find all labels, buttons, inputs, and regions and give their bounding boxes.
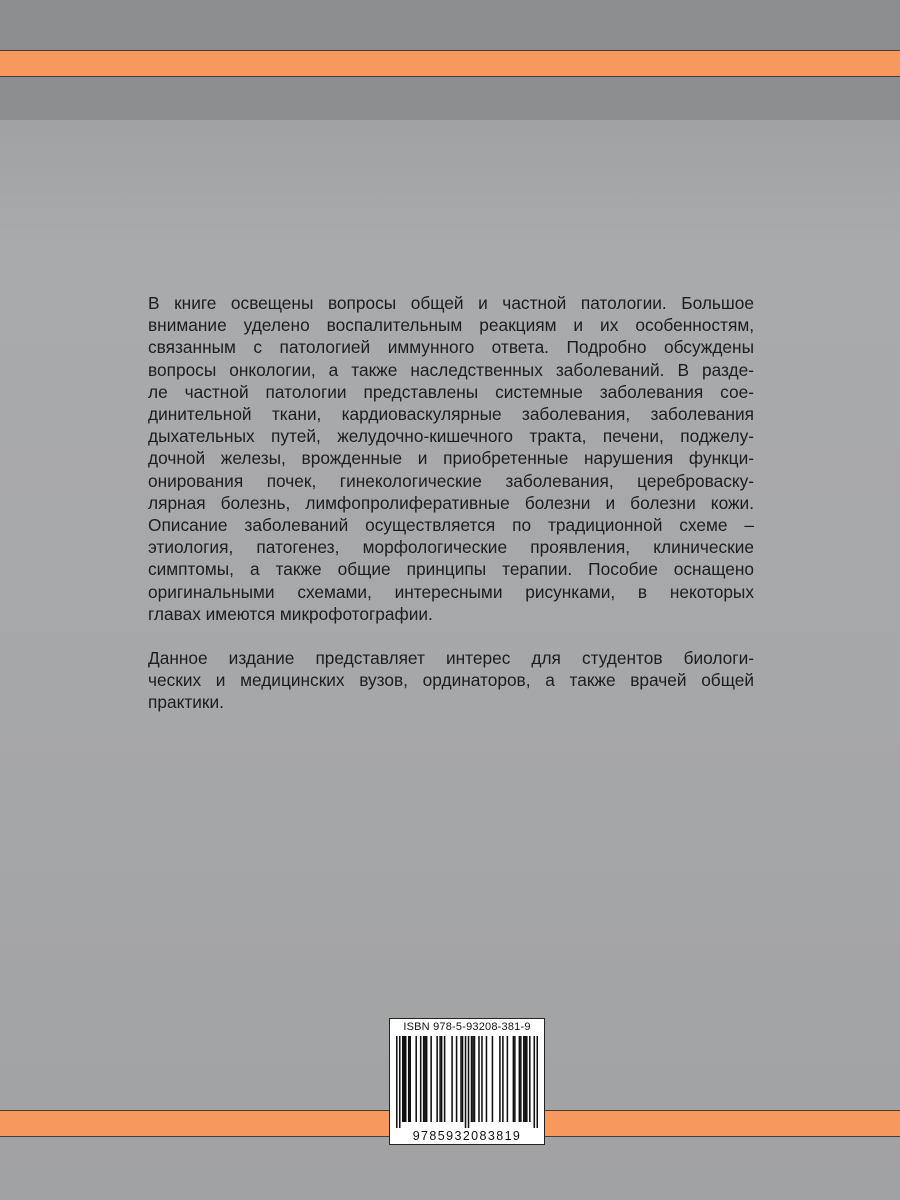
barcode-bar	[514, 1036, 516, 1122]
barcode-bar	[529, 1036, 531, 1122]
text-line: Описание заболеваний осуществляется по традиционной схеме –	[148, 515, 754, 536]
barcode-bar	[430, 1036, 432, 1122]
annotation-paragraph-2	[148, 647, 754, 714]
barcode-bar	[502, 1036, 504, 1122]
text-line: главах имеются микрофотографии.	[148, 603, 433, 624]
text-line: практики.	[148, 692, 224, 713]
barcode-bar	[507, 1036, 509, 1122]
barcode-bar	[396, 1036, 398, 1128]
barcode-bar	[523, 1036, 525, 1122]
barcode-bar	[520, 1036, 522, 1122]
barcode-bar	[426, 1036, 428, 1122]
text-line: ческих и медицинских вузов, ординаторов, а также врачей общей	[148, 670, 754, 691]
barcode-bar	[444, 1036, 446, 1122]
text-line: внимание уделено воспалительным реакциям и их особенностям,	[148, 315, 754, 336]
text-line: вопросы онкологии, а также наследственных заболеваний. В разде-	[148, 359, 754, 380]
barcode-bar	[424, 1036, 426, 1122]
barcode-bar	[402, 1036, 404, 1122]
barcode-bar	[474, 1036, 476, 1122]
barcode-bar	[492, 1036, 494, 1122]
barcode-bar	[526, 1036, 528, 1122]
text-line: динительной ткани, кардиоваскулярные заболевания, заболевания	[148, 404, 754, 425]
text-line: оригинальными схемами, интересными рисунками, в некоторых	[148, 581, 754, 602]
barcode-bar	[486, 1036, 488, 1122]
text-line: этиология, патогенез, морфологические проявления, клинические	[148, 537, 754, 558]
barcode-bar	[456, 1036, 458, 1122]
barcode-bar	[478, 1036, 480, 1122]
barcode-bar	[403, 1036, 405, 1122]
text-line: связанным с патологией иммунного ответа. Подробно обсуждены	[148, 337, 754, 358]
barcode-bar	[471, 1036, 473, 1122]
barcode-bar	[405, 1036, 407, 1122]
barcode-bar	[499, 1036, 501, 1122]
barcode-bar	[481, 1036, 483, 1122]
paragraph-gap	[148, 625, 754, 647]
barcode-bar	[441, 1036, 443, 1122]
barcode-bar	[409, 1036, 411, 1122]
text-line: дыхательных путей, желудочно-кишечного тракта, печени, поджелу-	[148, 426, 754, 447]
barcode-bar	[408, 1036, 410, 1122]
barcode-digits: 9785932083819	[412, 1129, 522, 1143]
barcode-bar	[462, 1036, 464, 1122]
barcode-bar	[436, 1036, 438, 1122]
barcode-bar	[534, 1036, 536, 1128]
barcode-bar	[423, 1036, 425, 1122]
barcode-bar	[537, 1036, 538, 1128]
barcode-bar	[468, 1036, 470, 1128]
barcode-bar	[420, 1036, 422, 1122]
text-line: ле частной патологии представлены системные заболевания сое-	[148, 381, 754, 402]
text-line: Данное издание представляет интерес для студентов биологи-	[148, 648, 754, 669]
text-line: дочной железы, врожденные и приобретенные нарушения функци-	[148, 448, 754, 469]
barcode-bar	[472, 1036, 474, 1122]
text-line: лярная болезнь, лимфопролиферативные болезни и болезни кожи.	[148, 492, 754, 513]
annotation-paragraph-1	[148, 292, 754, 625]
text-line: В книге освещены вопросы общей и частной патологии. Большое	[148, 293, 754, 313]
barcode-bar	[439, 1036, 441, 1122]
barcode-bar	[415, 1036, 417, 1122]
barcode-bar	[465, 1036, 467, 1128]
top-orange-stripe	[0, 50, 900, 77]
barcode-bars	[396, 1036, 538, 1128]
text-line: онирования почек, гинекологические заболевания, цереброваску-	[148, 470, 754, 491]
isbn-barcode	[389, 1018, 545, 1145]
barcode-bar	[513, 1036, 515, 1122]
barcode-bar	[399, 1036, 401, 1128]
barcode-bar	[525, 1036, 527, 1122]
barcode-bar	[460, 1036, 462, 1122]
barcode-bar	[451, 1036, 453, 1122]
book-annotation	[148, 292, 754, 714]
barcode-bar	[519, 1036, 521, 1122]
text-line: симптомы, а также общие принципы терапии. Пособие оснащено	[148, 559, 754, 580]
isbn-label: ISBN 978-5-93208-381-9	[403, 1021, 531, 1033]
